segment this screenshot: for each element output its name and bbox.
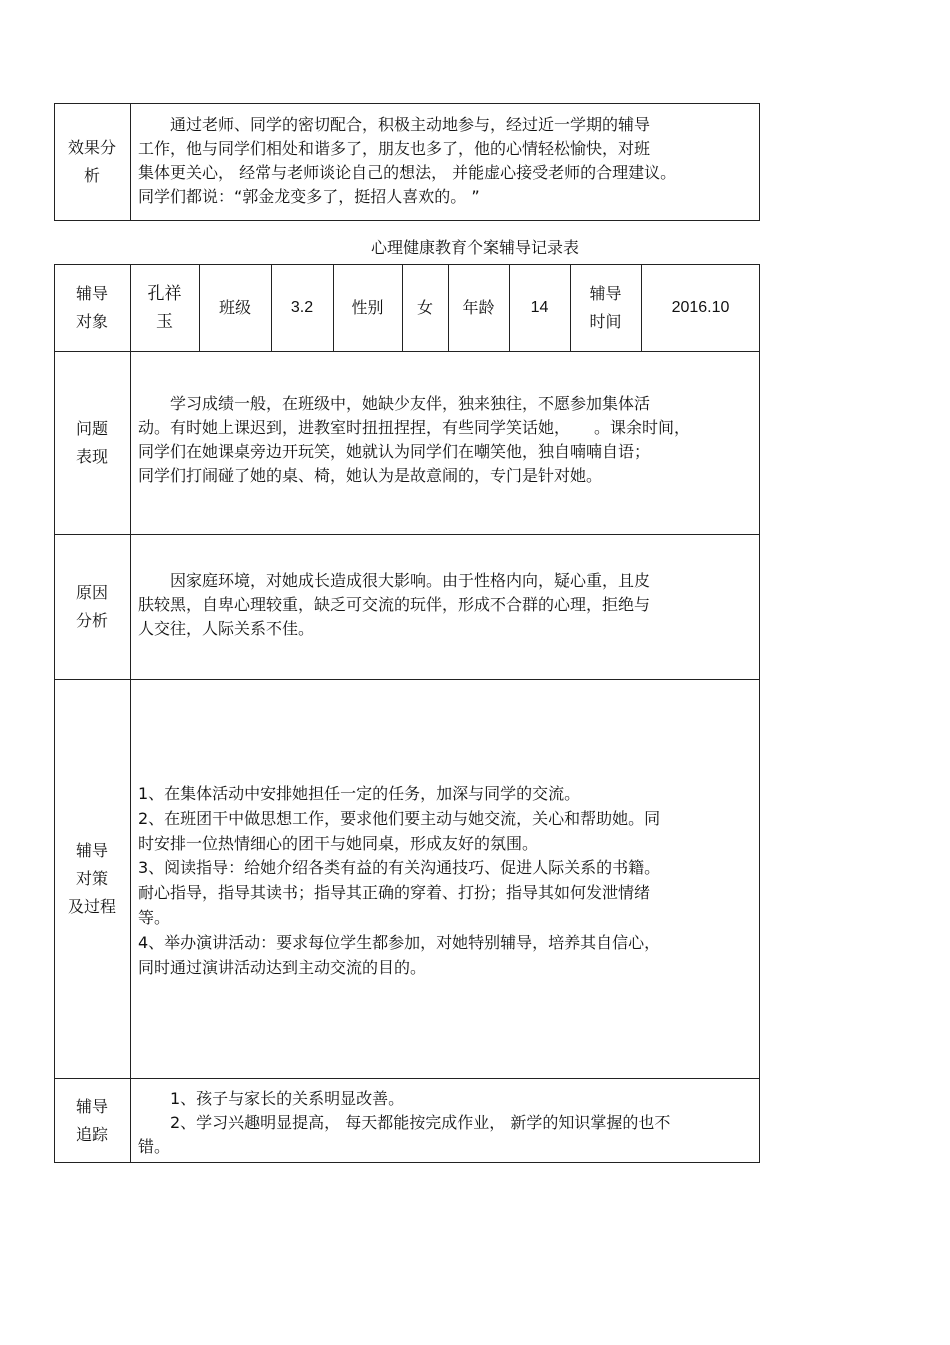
class-label: 班级 bbox=[218, 297, 251, 317]
row-divider bbox=[54, 351, 760, 352]
row-divider bbox=[54, 1078, 760, 1079]
strategy-text: 1、在集体活动中安排她担任一定的任务，加深与同学的交流。 2、在班团干中做思想工作，要求他们要主动与她交流，关心和帮助她。同 时安排一位热情细心的团干与她同桌，形成友好的氛围。 3、阅读指导：给她介绍各类有益的有关沟通技巧、促进人际关系的书籍。 耐心指导，指导其读书；指导其正确的穿着、打扮；指导其如何发泄情绪 等。 4、举办演讲活动：要求每位学生都参加，对她特别辅导，培养其自信心， 同时通过演讲活动达到主动交流的目的。 bbox=[138, 784, 661, 977]
effect-text: 通过老师、同学的密切配合，积极主动地参与，经过近一学期的辅导 工作，他与同学们相处和谐多了，朋友也多了，他的心情轻松愉快，对班 集体更关心， 经常与老师谈论自己的想法， 并能虚心接受老师的合理建议。 同学们都说：“郭金龙变多了，挺招人喜欢的。 ” bbox=[138, 115, 677, 206]
row-divider bbox=[54, 534, 760, 535]
page-title: 心理健康教育个案辅导记录表 bbox=[370, 238, 579, 257]
problem-label: 问题 表现 bbox=[75, 418, 108, 466]
followup-text: 1、孩子与家长的关系明显改善。 2、学习兴趣明显提高， 每天都能按完成作业， 新学的知识掌握的也不 错。 bbox=[138, 1089, 671, 1156]
effect-divider bbox=[130, 103, 131, 221]
class-value: 3.2 bbox=[290, 298, 314, 316]
cause-label: 原因 分析 bbox=[75, 582, 108, 630]
target-label: 辅导 对象 bbox=[75, 283, 108, 331]
label-column-divider bbox=[130, 264, 131, 1163]
problem-text: 学习成绩一般，在班级中，她缺少友伴，独来独往，不愿参加集体活 动。有时她上课迟到，进教室时扭扭捏捏，有些同学笑话她， 。课余时间， 同学们在她课桌旁边开玩笑，她就认为同学们在嘲笑他，独自喃喃自语； 同学们打闹碰了她的桌、椅，她认为是故意闹的，专门是针对她。 bbox=[138, 394, 691, 485]
gender-label: 性别 bbox=[351, 297, 384, 317]
followup-label: 辅导 追踪 bbox=[75, 1096, 108, 1144]
student-name: 孔祥 玉 bbox=[147, 283, 182, 332]
strategy-label: 辅导 对策 及过程 bbox=[67, 840, 116, 916]
gender-value: 女 bbox=[416, 297, 433, 317]
cause-text: 因家庭环境，对她成长造成很大影响。由于性格内向，疑心重，且皮 肤较黑，自卑心理较重，缺乏可交流的玩伴，形成不合群的心理，拒绝与 人交往，人际关系不佳。 bbox=[138, 571, 651, 638]
age-value: 14 bbox=[530, 298, 549, 316]
age-label: 年龄 bbox=[462, 297, 495, 317]
time-label: 辅导 时间 bbox=[589, 283, 622, 331]
time-value: 2016.10 bbox=[671, 298, 730, 316]
effect-label: 效果分 析 bbox=[67, 138, 116, 185]
row-divider bbox=[54, 679, 760, 680]
